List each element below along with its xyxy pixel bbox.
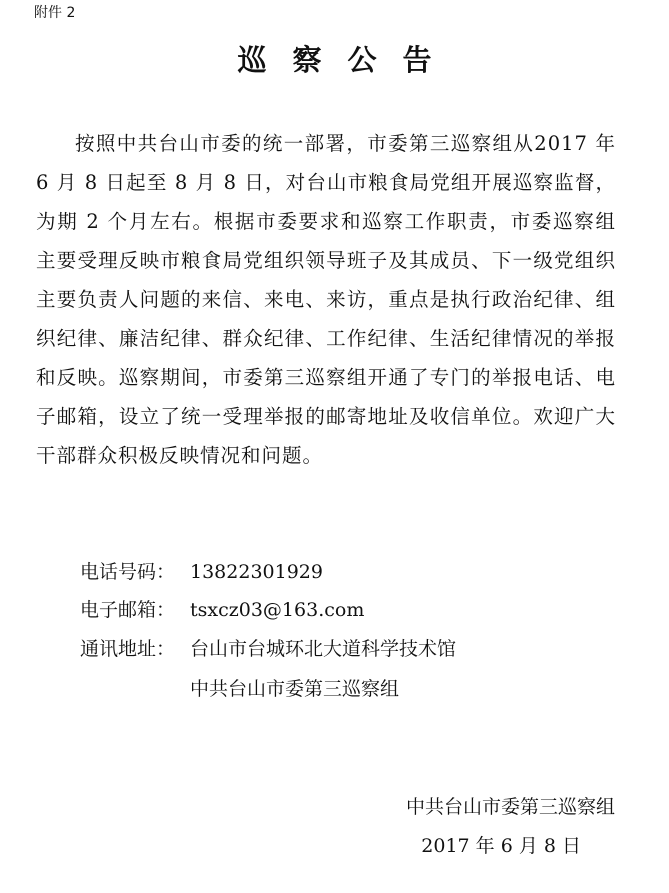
contact-recipient: 中共台山市委第三巡察组 bbox=[190, 678, 400, 700]
attachment-label: 附件 2 bbox=[34, 5, 76, 21]
page-title: 巡察公告 bbox=[237, 43, 458, 77]
email-label: 电子邮箱： bbox=[80, 599, 176, 621]
signature-date: 2017 年 6 月 8 日 bbox=[421, 835, 581, 857]
address-label: 通讯地址： bbox=[80, 638, 176, 660]
address-value: 台山市台城环北大道科学技术馆 bbox=[190, 638, 457, 660]
signature-organization: 中共台山市委第三巡察组 bbox=[405, 796, 615, 818]
contact-phone-row bbox=[80, 560, 323, 584]
phone-value: 13822301929 bbox=[190, 561, 323, 583]
contact-email-row bbox=[80, 598, 364, 622]
contact-address-row bbox=[80, 637, 456, 661]
email-value: tsxcz03@163.com bbox=[190, 599, 365, 621]
phone-label: 电话号码： bbox=[80, 561, 176, 583]
announcement-body: 按照中共台山市委的统一部署，市委第三巡察组从2017 年 6 月 8 日起至 8 月 8 日，对台山市粮食局党组开展巡察监督，为期 2 个月左右。根据市委要求和巡察工作职责，市委巡察组主要受理反映市粮食局党组织领导班子及其成员、下一级党组织主要负责人问题的来信、来电、来访，重点是执行政治纪律、组织纪律、廉洁纪律、群众纪律、工作纪律、生活纪律情况的举报和反映。巡察期间，市委第三巡察组开通了专门的举报电话、电子邮箱，设立了统一受理举报的邮寄地址及收信单位。欢迎广大干部群众积极反映情况和问题。 bbox=[36, 132, 616, 467]
